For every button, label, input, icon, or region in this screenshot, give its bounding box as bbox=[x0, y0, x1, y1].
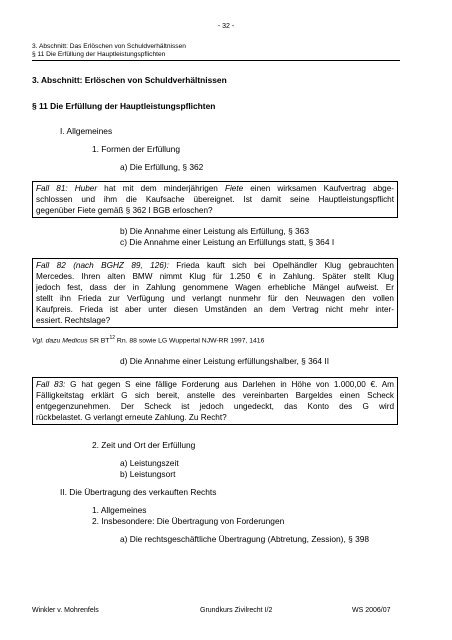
outline-i-1-a: a) Die Erfüllung, § 362 bbox=[120, 162, 204, 172]
case-83-line1 bbox=[36, 379, 394, 390]
case-81-fiete: Fiete bbox=[224, 184, 244, 193]
case-83-box bbox=[32, 377, 398, 425]
header-rule bbox=[32, 60, 400, 61]
case-81-label: Fall 81: Huber bbox=[36, 184, 98, 193]
case-82-reference bbox=[32, 335, 264, 344]
case-82-text: Frieda kauft sich bei Opelhändler Klug gebrauchten bbox=[168, 261, 394, 270]
outline-i-1: 1. Formen der Erfüllung bbox=[92, 144, 180, 154]
case-82-box bbox=[32, 258, 398, 328]
outline-ii: II. Die Übertragung des verkauften Rechts bbox=[60, 487, 217, 497]
outline-ii-2: 2. Insbesondere: Die Übertragung von Forderungen bbox=[92, 516, 285, 526]
ref-prefix: Vgl. dazu bbox=[32, 337, 63, 345]
page-number: - 32 - bbox=[217, 23, 235, 30]
case-81-text-end: einen wirksamen Kaufvertrag abge- bbox=[243, 184, 394, 193]
case-81-line2: schlossen und ihm die Kaufsache übereignet. Ist damit seine Hauptleistungspflicht bbox=[36, 195, 394, 204]
outline-ii-1: 1. Allgemeines bbox=[92, 505, 147, 515]
paragraph-heading: § 11 Die Erfüllung der Hauptleistungspflichten bbox=[32, 101, 216, 111]
case-83-line3: entgegenzunehmen. Der Scheck ist jedoch ungedeckt, das Konto des G wird bbox=[36, 402, 394, 411]
section-heading: 3. Abschnitt: Erlöschen von Schuldverhältnissen bbox=[32, 75, 227, 85]
case-81-line3: gegenüber Fiete gemäß § 362 I BGB erloschen? bbox=[36, 206, 213, 215]
case-82-line2: Mercedes. Ihren alten BMW nimmt Klug für 1.250 € in Zahlung. Später stellt Klug bbox=[36, 272, 394, 281]
outline-i-2: 2. Zeit und Ort der Erfüllung bbox=[92, 440, 196, 450]
case-82-line5: Kaufpreis. Frieda ist aber unter diesen Umständen an dem Vertrag nicht mehr inter- bbox=[36, 305, 394, 314]
footer-semester: WS 2006/07 bbox=[352, 607, 391, 614]
case-82-line3: jedoch fest, dass der in Zahlung genommene Wagen erhebliche Mängel aufweist. Er bbox=[36, 283, 394, 292]
outline-ii-2-a: a) Die rechtsgeschäftliche Übertragung (Abtretung, Zession), § 398 bbox=[120, 534, 370, 544]
case-81-line1 bbox=[36, 183, 394, 194]
ref-edition: 12 bbox=[109, 335, 116, 341]
outline-i-1-d: d) Die Annahme einer Leistung erfüllungshalber, § 364 II bbox=[120, 356, 330, 366]
footer-course: Grundkurs Zivilrecht I/2 bbox=[200, 607, 273, 614]
outline-i-2-a: a) Leistungszeit bbox=[120, 458, 179, 468]
case-83-text: G hat gegen S eine fällige Forderung aus Darlehen in Höhe von 1.000,00 €. Am bbox=[65, 380, 394, 389]
running-header-line2: § 11 Die Erfüllung der Hauptleistungspflichten bbox=[32, 51, 166, 58]
ref-author: Medicus bbox=[62, 337, 88, 345]
ref-rest: Rn. 88 sowie LG Wuppertal NJW-RR 1997, 1416 bbox=[115, 337, 265, 345]
case-83-label: Fall 83: bbox=[36, 380, 66, 389]
outline-i: I. Allgemeines bbox=[60, 126, 113, 136]
case-83-line4: rückbelastet. G verlangt erneute Zahlung. Zu Recht? bbox=[36, 413, 227, 422]
running-header-line1: 3. Abschnitt: Das Erlöschen von Schuldverhältnissen bbox=[32, 43, 186, 50]
case-82-line6: essiert. Rechtslage? bbox=[36, 316, 111, 325]
footer-author: Winkler v. Mohrenfels bbox=[32, 607, 99, 614]
case-83-line2: Fälligkeitstag erklärt G sich bereit, anstelle des vereinbarten Bargeldes einen Scheck bbox=[36, 391, 394, 400]
case-81-box bbox=[32, 181, 398, 218]
outline-i-1-c: c) Die Annahme einer Leistung an Erfüllungs statt, § 364 I bbox=[120, 237, 335, 247]
case-82-label: Fall 82 (nach BGHZ 89, 126): bbox=[36, 261, 169, 270]
outline-i-1-b: b) Die Annahme einer Leistung als Erfüllung, § 363 bbox=[120, 226, 310, 236]
case-81-text: hat mit dem minderjährigen bbox=[97, 184, 225, 193]
ref-work: SR BT bbox=[87, 337, 110, 345]
case-82-line1 bbox=[36, 260, 394, 271]
outline-i-2-b: b) Leistungsort bbox=[120, 469, 176, 479]
case-82-line4: stellt ihn Frieda zur Verfügung und verlangt nunmehr für den Neuwagen den vollen bbox=[36, 294, 394, 303]
